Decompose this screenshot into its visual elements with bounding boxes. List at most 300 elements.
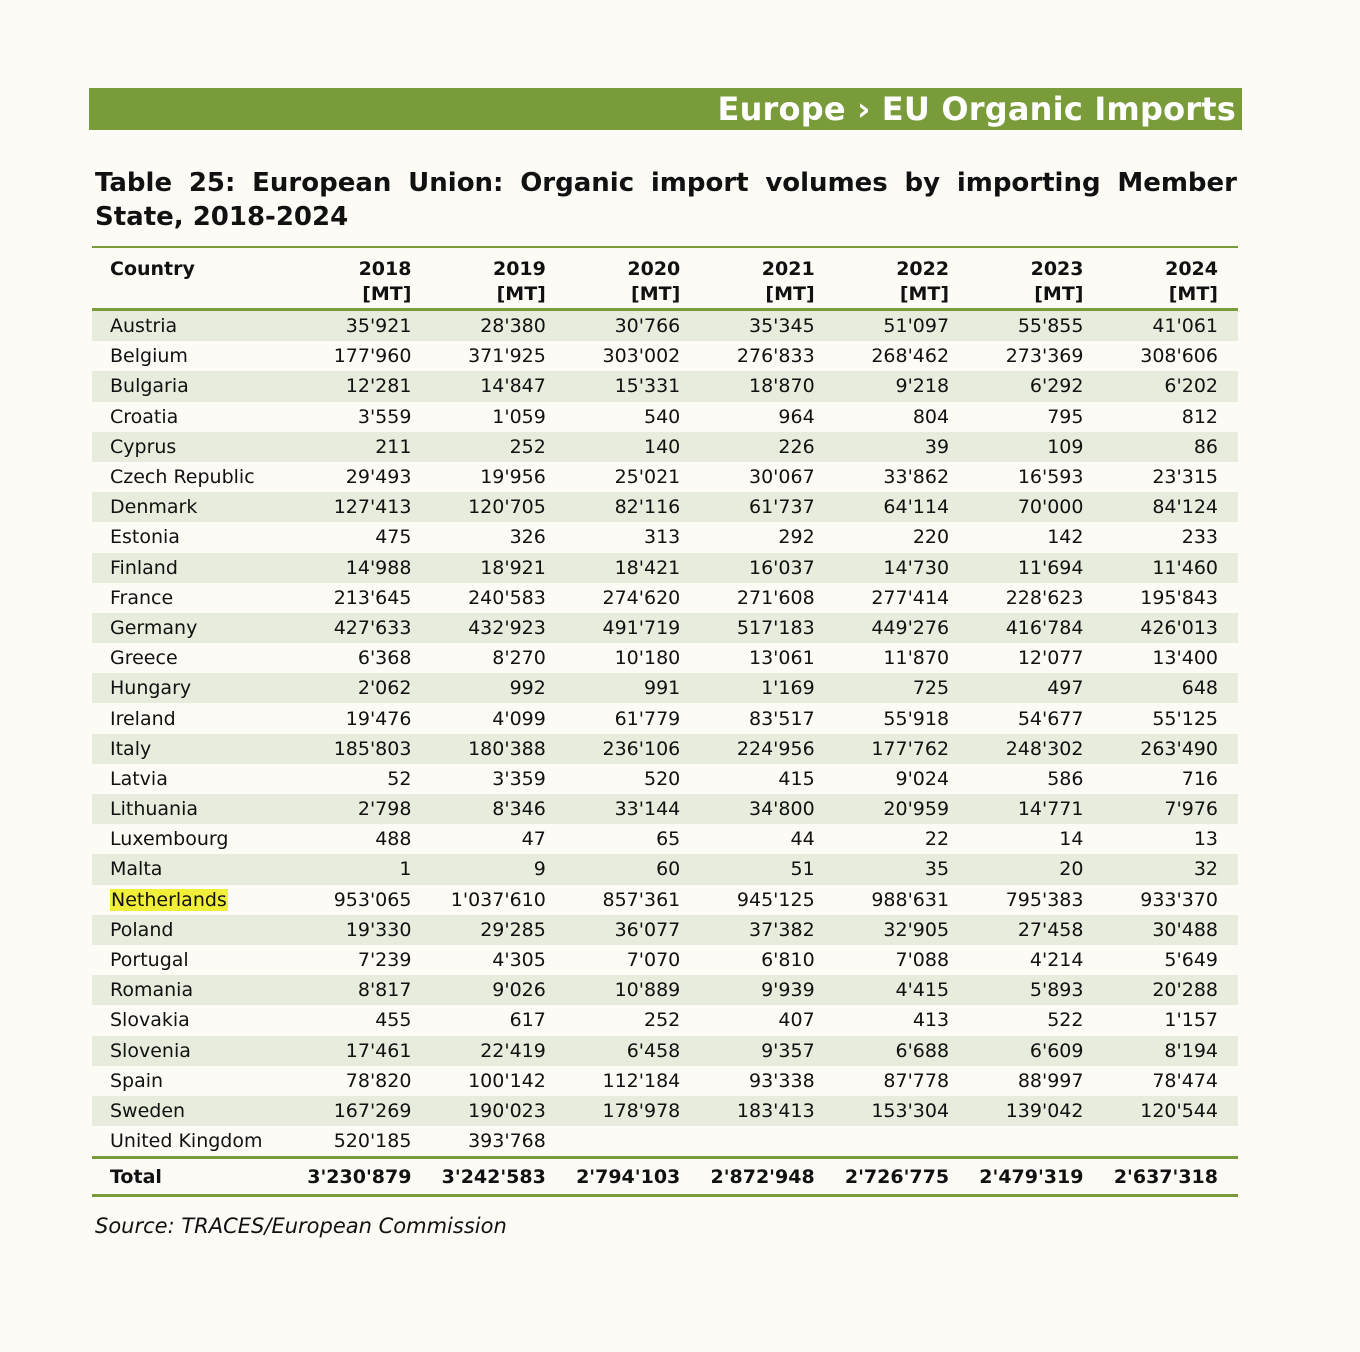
value-cell: 416'784 [969, 613, 1103, 643]
table-row [92, 583, 1238, 613]
value-cell: 8'270 [492, 647, 546, 670]
value-cell: 120'705 [431, 492, 565, 522]
value-cell: 33'144 [566, 794, 700, 824]
value-cell: 11'460 [1103, 553, 1238, 583]
value-cell: 25'021 [614, 466, 681, 489]
column-header-2022 [835, 247, 969, 310]
value-cell: 9'024 [895, 767, 950, 790]
column-unit: [MT] [631, 283, 681, 305]
value-cell: 812 [1181, 405, 1218, 428]
value-cell: 78'474 [1152, 1069, 1218, 1092]
total-value-cell: 2'872'948 [700, 1158, 834, 1196]
column-year: 2018 [358, 258, 412, 280]
value-cell: 195'843 [1140, 586, 1218, 609]
banner-title: Europe › EU Organic Imports [717, 90, 1236, 128]
value-cell: 35'921 [297, 310, 431, 342]
value-cell: 945'125 [736, 888, 815, 911]
source-note: Source: TRACES/European Commission [95, 1214, 507, 1238]
value-cell: 292 [778, 526, 815, 549]
value-cell: 517'183 [700, 613, 834, 643]
value-cell: 177'762 [835, 734, 969, 764]
value-cell: 497 [969, 673, 1103, 703]
country-name: Germany [110, 616, 198, 639]
country-cell [92, 975, 297, 1005]
value-cell: 32 [1103, 854, 1238, 884]
value-cell: 100'142 [468, 1069, 546, 1092]
country-name: Bulgaria [110, 375, 189, 398]
value-cell: 6'292 [969, 371, 1103, 401]
value-cell: 23'315 [1152, 466, 1218, 489]
value-cell: 35'345 [700, 310, 834, 342]
value-cell: 7'088 [895, 949, 950, 972]
value-cell: 427'633 [297, 613, 431, 643]
value-cell: 17'461 [297, 1036, 431, 1066]
value-cell: 9'939 [700, 975, 834, 1005]
value-cell [969, 1126, 1103, 1158]
value-cell: 60 [566, 854, 700, 884]
value-cell: 964 [778, 405, 815, 428]
value-cell: 795'383 [1005, 888, 1084, 911]
value-cell: 520 [644, 767, 681, 790]
value-cell: 87'778 [883, 1069, 950, 1092]
value-cell: 240'583 [468, 586, 546, 609]
country-cell [92, 673, 297, 703]
value-cell: 29'285 [431, 915, 565, 945]
value-cell: 29'493 [345, 466, 412, 489]
country-name: Cyprus [110, 435, 177, 458]
country-cell [92, 341, 297, 371]
table-row [92, 492, 1238, 522]
value-cell: 20'959 [835, 794, 969, 824]
value-cell: 1'169 [700, 673, 834, 703]
table-row [92, 824, 1238, 854]
value-cell: 19'476 [345, 707, 412, 730]
value-cell: 407 [778, 1009, 815, 1032]
value-cell: 7'239 [357, 949, 412, 972]
value-cell: 127'413 [297, 492, 431, 522]
value-cell: 12'281 [297, 371, 431, 401]
value-cell: 52 [387, 767, 412, 790]
value-cell: 586 [1047, 767, 1084, 790]
country-cell [92, 1096, 297, 1126]
value-cell: 415 [778, 767, 815, 790]
value-cell: 8'817 [297, 975, 431, 1005]
value-cell: 47 [521, 828, 546, 851]
value-cell: 308'606 [1140, 345, 1218, 368]
value-cell: 1'037'610 [450, 888, 546, 911]
country-name: Portugal [110, 949, 189, 972]
value-cell [700, 1126, 834, 1158]
value-cell: 520'185 [333, 1130, 412, 1153]
column-header-2018 [297, 247, 431, 310]
country-cell [92, 402, 297, 432]
total-value-cell: 2'794'103 [566, 1158, 700, 1196]
import-volumes-table [92, 246, 1238, 1197]
value-cell: 6'810 [761, 949, 815, 972]
value-cell: 953'065 [333, 888, 412, 911]
country-cell [92, 522, 297, 552]
table-row [92, 673, 1238, 703]
value-cell: 16'593 [1017, 466, 1084, 489]
country-name: Ireland [110, 707, 176, 730]
value-cell: 617 [509, 1009, 546, 1032]
value-cell: 725 [835, 673, 969, 703]
value-cell: 82'116 [566, 492, 700, 522]
table-caption: Table 25: European Union: Organic import volumes by importing Member State, 2018-2024 [95, 168, 1237, 232]
table-row [92, 1005, 1238, 1035]
value-cell: 228'623 [1005, 586, 1084, 609]
value-cell: 393'768 [468, 1130, 546, 1153]
column-header-2019 [431, 247, 565, 310]
country-name: Slovakia [110, 1009, 190, 1032]
value-cell: 277'414 [871, 586, 950, 609]
value-cell: 18'870 [700, 371, 834, 401]
country-cell [92, 854, 297, 884]
column-year: 2019 [492, 258, 546, 280]
value-cell: 14 [1059, 828, 1084, 851]
column-year: 2023 [1030, 258, 1084, 280]
table-row [92, 613, 1238, 643]
value-cell: 449'276 [835, 613, 969, 643]
value-cell: 648 [1103, 673, 1238, 703]
value-cell: 14'730 [835, 553, 969, 583]
country-name: Slovenia [110, 1039, 191, 1062]
country-cell [92, 945, 297, 975]
table-row [92, 1036, 1238, 1066]
table-row [92, 432, 1238, 462]
value-cell: 9'218 [835, 371, 969, 401]
value-cell: 61'737 [700, 492, 834, 522]
country-name: Latvia [110, 767, 168, 790]
table-row [92, 1066, 1238, 1096]
country-cell [92, 885, 297, 915]
value-cell: 120'544 [1103, 1096, 1238, 1126]
country-name: Belgium [110, 345, 188, 368]
column-unit: [MT] [362, 283, 412, 305]
value-cell: 41'061 [1103, 310, 1238, 342]
value-cell: 2'798 [297, 794, 431, 824]
country-name: Lithuania [110, 798, 199, 821]
column-year: 2022 [896, 258, 950, 280]
value-cell: 5'649 [1164, 949, 1218, 972]
total-row [92, 1158, 1238, 1196]
table-row [92, 462, 1238, 492]
value-cell: 6'368 [357, 647, 412, 670]
value-cell: 6'688 [835, 1036, 969, 1066]
country-cell [92, 613, 297, 643]
value-cell: 7'976 [1103, 794, 1238, 824]
table-row [92, 310, 1238, 342]
value-cell: 426'013 [1103, 613, 1238, 643]
country-cell [92, 764, 297, 794]
column-header-2023 [969, 247, 1103, 310]
value-cell: 22'419 [431, 1036, 565, 1066]
value-cell: 39 [835, 432, 969, 462]
table-row [92, 553, 1238, 583]
value-cell: 252 [431, 432, 565, 462]
value-cell: 112'184 [602, 1069, 681, 1092]
value-cell: 988'631 [871, 888, 950, 911]
value-cell: 78'820 [345, 1069, 412, 1092]
value-cell: 190'023 [431, 1096, 565, 1126]
country-cell [92, 310, 297, 342]
value-cell: 326 [509, 526, 546, 549]
value-cell: 475 [375, 526, 412, 549]
value-cell: 7'070 [626, 949, 681, 972]
value-cell: 432'923 [431, 613, 565, 643]
country-name: United Kingdom [110, 1130, 263, 1153]
value-cell: 263'490 [1103, 734, 1238, 764]
country-name: Poland [110, 918, 174, 941]
value-cell: 10'889 [566, 975, 700, 1005]
value-cell: 2'062 [297, 673, 431, 703]
value-cell: 20'288 [1103, 975, 1238, 1005]
value-cell: 55'918 [883, 707, 950, 730]
column-unit: [MT] [765, 283, 815, 305]
table-row [92, 703, 1238, 733]
country-cell [92, 583, 297, 613]
value-cell: 795 [1047, 405, 1084, 428]
value-cell: 271'608 [736, 586, 815, 609]
value-cell: 14'771 [969, 794, 1103, 824]
value-cell: 18'921 [431, 553, 565, 583]
value-cell: 4'099 [492, 707, 546, 730]
country-cell [92, 492, 297, 522]
value-cell [835, 1126, 969, 1158]
value-cell: 32'905 [835, 915, 969, 945]
table-header-row [92, 247, 1238, 310]
value-cell: 1'157 [1164, 1009, 1218, 1032]
value-cell: 140 [566, 432, 700, 462]
value-cell: 153'304 [835, 1096, 969, 1126]
value-cell: 4'415 [835, 975, 969, 1005]
value-cell: 54'677 [1017, 707, 1084, 730]
table-row [92, 341, 1238, 371]
country-cell [92, 1036, 297, 1066]
country-cell [92, 703, 297, 733]
value-cell: 455 [375, 1009, 412, 1032]
value-cell: 13'061 [749, 647, 815, 670]
country-name: Hungary [110, 677, 192, 700]
column-unit: [MT] [899, 283, 950, 305]
country-name: France [110, 586, 174, 609]
value-cell: 220 [912, 526, 950, 549]
value-cell: 55'855 [969, 310, 1103, 342]
total-value-cell: 2'726'775 [835, 1158, 969, 1196]
value-cell: 36'077 [566, 915, 700, 945]
value-cell: 933'370 [1140, 888, 1218, 911]
value-cell: 6'458 [566, 1036, 700, 1066]
total-value-cell: 3'230'879 [297, 1158, 431, 1196]
value-cell: 4'214 [1029, 949, 1084, 972]
country-name: Estonia [110, 526, 180, 549]
value-cell: 70'000 [969, 492, 1103, 522]
value-cell: 84'124 [1103, 492, 1238, 522]
value-cell: 19'330 [297, 915, 431, 945]
value-cell: 4'305 [492, 949, 546, 972]
country-cell [92, 432, 297, 462]
column-unit: [MT] [1034, 283, 1084, 305]
value-cell [1103, 1126, 1238, 1158]
table-row [92, 764, 1238, 794]
country-name: Spain [110, 1069, 164, 1092]
total-value-cell: 2'479'319 [969, 1158, 1103, 1196]
table-row [92, 975, 1238, 1005]
value-cell: 55'125 [1152, 707, 1218, 730]
value-cell: 233 [1181, 526, 1218, 549]
value-cell: 804 [912, 405, 950, 428]
country-name: Romania [110, 979, 194, 1002]
value-cell: 11'870 [883, 647, 950, 670]
country-cell [92, 915, 297, 945]
country-cell [92, 1066, 297, 1096]
country-cell [92, 734, 297, 764]
table-row [92, 1126, 1238, 1158]
value-cell: 185'803 [297, 734, 431, 764]
value-cell: 51 [700, 854, 834, 884]
value-cell: 20 [969, 854, 1103, 884]
table-row [92, 915, 1238, 945]
country-name: Luxembourg [110, 828, 229, 851]
value-cell: 180'388 [431, 734, 565, 764]
value-cell: 6'609 [969, 1036, 1103, 1066]
country-name: Netherlands [111, 888, 227, 911]
value-cell: 27'458 [969, 915, 1103, 945]
value-cell: 313 [644, 526, 681, 549]
value-cell: 12'077 [1017, 647, 1084, 670]
value-cell: 236'106 [566, 734, 700, 764]
value-cell: 226 [700, 432, 834, 462]
value-cell: 11'694 [969, 553, 1103, 583]
table-body [92, 310, 1238, 1158]
table-row [92, 885, 1238, 915]
country-cell [92, 794, 297, 824]
value-cell: 88'997 [1017, 1069, 1084, 1092]
table-row [92, 1096, 1238, 1126]
table-row [92, 734, 1238, 764]
value-cell: 8'194 [1103, 1036, 1238, 1066]
table-row [92, 794, 1238, 824]
value-cell: 34'800 [700, 794, 834, 824]
country-cell [92, 462, 297, 492]
value-cell: 9'357 [700, 1036, 834, 1066]
value-cell: 303'002 [602, 345, 681, 368]
column-unit: [MT] [1168, 283, 1218, 305]
value-cell: 18'421 [566, 553, 700, 583]
value-cell: 371'925 [468, 345, 546, 368]
value-cell: 65 [656, 828, 681, 851]
value-cell: 9 [431, 854, 565, 884]
value-cell: 716 [1181, 767, 1218, 790]
value-cell: 33'862 [883, 466, 950, 489]
value-cell: 268'462 [871, 345, 950, 368]
value-cell: 991 [566, 673, 700, 703]
value-cell: 22 [924, 828, 950, 851]
country-name: Czech Republic [110, 466, 255, 489]
value-cell: 14'847 [431, 371, 565, 401]
value-cell: 211 [297, 432, 431, 462]
table-row [92, 945, 1238, 975]
value-cell: 139'042 [969, 1096, 1103, 1126]
value-cell: 252 [644, 1009, 681, 1032]
value-cell: 10'180 [614, 647, 681, 670]
value-cell: 522 [1047, 1009, 1084, 1032]
value-cell: 15'331 [566, 371, 700, 401]
value-cell: 30'067 [749, 466, 815, 489]
country-cell [92, 371, 297, 401]
value-cell: 540 [644, 405, 681, 428]
country-name: Denmark [110, 496, 198, 519]
country-name: Italy [110, 737, 152, 760]
value-cell: 93'338 [749, 1069, 815, 1092]
value-cell: 28'380 [431, 310, 565, 342]
value-cell: 3'559 [357, 405, 412, 428]
value-cell: 14'988 [297, 553, 431, 583]
value-cell: 167'269 [297, 1096, 431, 1126]
value-cell: 183'413 [700, 1096, 834, 1126]
value-cell: 5'893 [969, 975, 1103, 1005]
value-cell: 83'517 [749, 707, 815, 730]
value-cell: 13'400 [1152, 647, 1218, 670]
column-header-country: Country [92, 247, 297, 310]
country-name: Austria [110, 315, 178, 338]
value-cell: 30'488 [1103, 915, 1238, 945]
value-cell: 248'302 [969, 734, 1103, 764]
column-year: 2021 [761, 258, 815, 280]
value-cell: 1 [297, 854, 431, 884]
column-header-2024 [1103, 247, 1238, 310]
table-row [92, 522, 1238, 552]
value-cell: 178'978 [566, 1096, 700, 1126]
value-cell: 35 [835, 854, 969, 884]
total-value-cell: 2'637'318 [1103, 1158, 1238, 1196]
value-cell: 274'620 [602, 586, 681, 609]
value-cell: 276'833 [736, 345, 815, 368]
value-cell: 109 [969, 432, 1103, 462]
value-cell: 13 [1193, 828, 1218, 851]
table-row [92, 371, 1238, 401]
value-cell: 16'037 [700, 553, 834, 583]
value-cell: 86 [1103, 432, 1238, 462]
value-cell: 1'059 [492, 405, 546, 428]
table-row [92, 402, 1238, 432]
table-row [92, 643, 1238, 673]
column-header-2020 [566, 247, 700, 310]
column-unit: [MT] [496, 283, 546, 305]
section-banner [89, 88, 1242, 130]
table-row [92, 854, 1238, 884]
value-cell: 64'114 [835, 492, 969, 522]
country-name: Croatia [110, 405, 179, 428]
column-year: 2024 [1165, 258, 1218, 280]
value-cell: 273'369 [1005, 345, 1084, 368]
value-cell: 44 [790, 828, 815, 851]
country-cell [92, 553, 297, 583]
value-cell: 19'956 [480, 466, 546, 489]
value-cell: 213'645 [333, 586, 412, 609]
value-cell: 224'956 [700, 734, 834, 764]
value-cell: 177'960 [333, 345, 412, 368]
country-name: Greece [110, 647, 178, 670]
column-header-2021 [700, 247, 834, 310]
value-cell: 6'202 [1103, 371, 1238, 401]
total-value-cell: 3'242'583 [431, 1158, 565, 1196]
country-name: Malta [110, 858, 163, 881]
total-label: Total [92, 1158, 297, 1196]
country-name: Sweden [110, 1099, 186, 1122]
column-year: 2020 [627, 258, 681, 280]
value-cell: 61'779 [614, 707, 681, 730]
